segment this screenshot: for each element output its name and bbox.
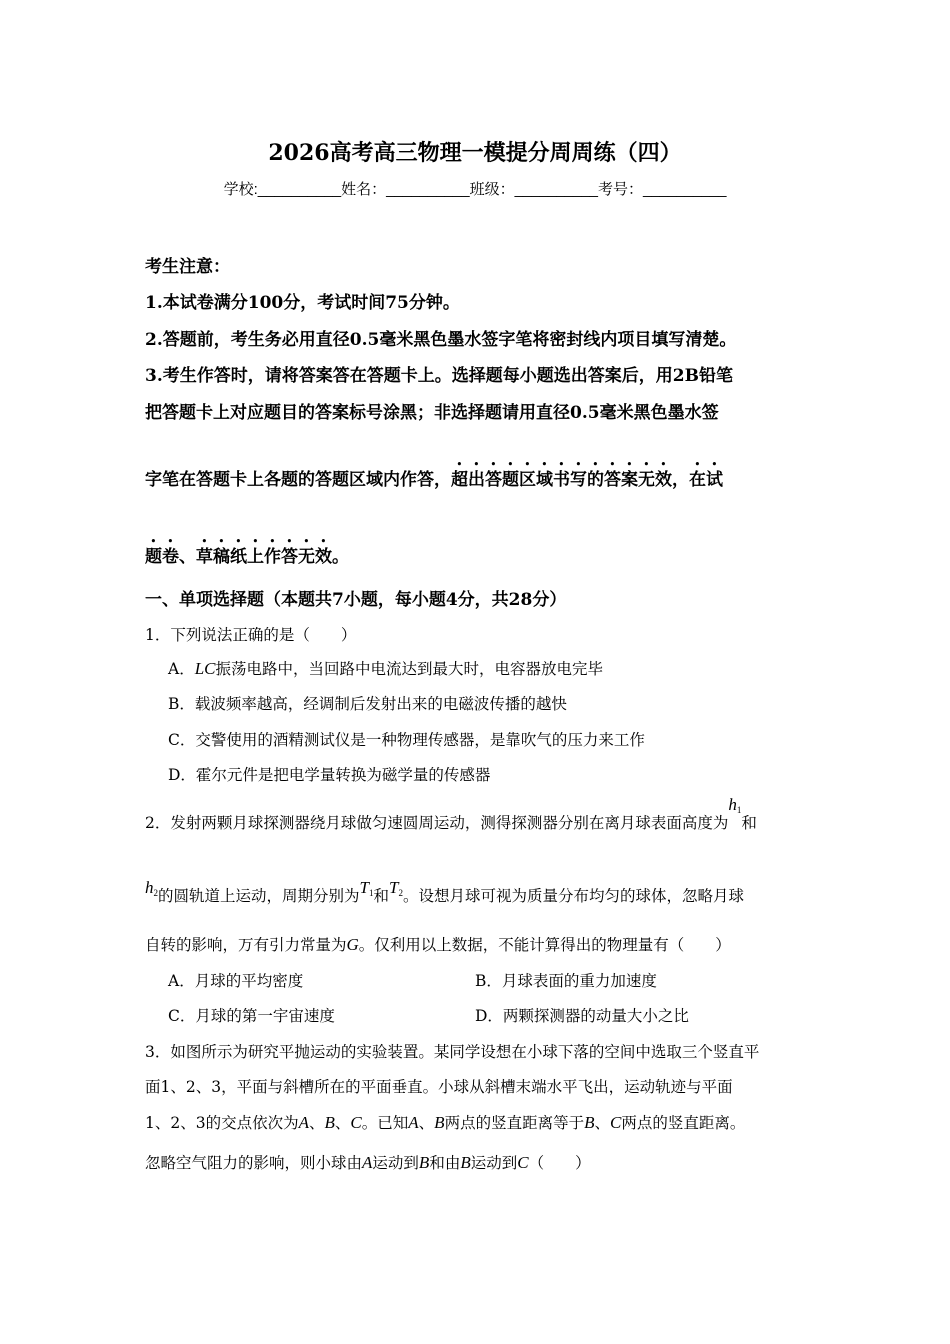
math-variable: B xyxy=(434,1113,445,1132)
question-text: 、 xyxy=(418,1114,435,1132)
math-variable: B xyxy=(460,1153,471,1172)
notice-item-3-line-4 xyxy=(145,537,349,567)
question-text: 、 xyxy=(308,1114,325,1132)
student-info-line: 学校:__________姓名：__________班级：__________考号：__________ xyxy=(223,181,727,198)
var-sub: 2 xyxy=(398,888,403,898)
question-1-option-d: D．霍尔元件是把电学量转换为磁学量的传感器 xyxy=(168,766,491,784)
math-variable: LC xyxy=(194,659,216,678)
option-text: 振荡电路中，当回路中电流达到最大时，电容器放电完毕 xyxy=(215,660,604,678)
math-variable: C xyxy=(517,1153,529,1172)
option-label: A． xyxy=(168,660,195,678)
section-heading: 一、单项选择题（本题共7小题，每小题4分，共28分） xyxy=(145,590,567,610)
question-2-line-3 xyxy=(145,933,731,955)
math-variable: A xyxy=(362,1153,373,1172)
var-sub: 2 xyxy=(153,888,158,898)
notice-text: 字笔在答题卡上各题的答题区域内作答， xyxy=(145,470,451,490)
emphasis-text: 在试 xyxy=(689,470,723,490)
question-2-option-d: D．两颗探测器的动量大小之比 xyxy=(475,1007,689,1025)
question-text: 、 xyxy=(594,1114,610,1132)
question-text: 两点的竖直距离。 xyxy=(621,1114,746,1132)
notice-item-2: 2.答题前，考生务必用直径0.5毫米黑色墨水签字笔将密封线内项目填写清楚。 xyxy=(145,330,737,350)
notice-text: 。 xyxy=(332,547,349,567)
question-3-line-4 xyxy=(145,1151,591,1173)
question-text: 1、2、3的交点依次为 xyxy=(145,1114,299,1132)
question-text: 、 xyxy=(334,1114,351,1132)
math-variable: B xyxy=(584,1113,595,1132)
emphasis-text: 题卷 xyxy=(145,547,179,567)
question-2-option-a: A．月球的平均密度 xyxy=(168,972,304,990)
math-variable-t2 xyxy=(389,878,403,897)
math-variable: C xyxy=(609,1113,622,1132)
question-text: （ ） xyxy=(528,1154,591,1172)
question-2-line-1 xyxy=(145,795,757,833)
question-text: 自转的影响，万有引力常量为 xyxy=(145,936,347,954)
var-sub: 1 xyxy=(368,888,374,898)
math-variable-g: G xyxy=(346,935,359,954)
math-variable-h2 xyxy=(145,878,158,897)
var-base: h xyxy=(145,878,154,897)
var-base: h xyxy=(728,795,737,814)
math-variable: B xyxy=(324,1113,335,1132)
question-text: 和 xyxy=(741,814,757,832)
notice-text: 、 xyxy=(179,547,196,567)
question-3-line-1: 3．如图所示为研究平抛运动的实验装置。某同学设想在小球下落的空间中选取三个竖直平 xyxy=(145,1043,760,1061)
math-variable: A xyxy=(298,1113,309,1132)
question-text: 。已知 xyxy=(361,1114,409,1132)
question-3-line-3 xyxy=(145,1111,745,1133)
math-variable: A xyxy=(408,1113,419,1132)
var-base: T xyxy=(359,878,369,897)
question-text: 两点的竖直距离等于 xyxy=(444,1114,585,1132)
question-text: 。仅利用以上数据，不能计算得出的物理量有（ ） xyxy=(358,936,731,954)
question-text: 2．发射两颗月球探测器绕月球做匀速圆周运动，测得探测器分别在离月球表面高度为 xyxy=(145,814,729,832)
notice-item-3-line-2: 把答题卡上对应题目的答案标号涂黑；非选择题请用直径0.5毫米黑色墨水签 xyxy=(145,403,719,423)
question-2-option-b: B．月球表面的重力加速度 xyxy=(475,972,657,990)
math-variable: B xyxy=(418,1153,430,1172)
question-text: 。设想月球可视为质量分布均匀的球体，忽略月球 xyxy=(402,887,744,905)
notice-heading: 考生注意： xyxy=(145,257,230,277)
exam-title: 2026高考高三物理一模提分周周练（四） xyxy=(268,140,682,166)
question-text: 运动到 xyxy=(470,1154,518,1172)
notice-item-3-line-1: 3.考生作答时，请将答案答在答题卡上。选择题每小题选出答案后，用2B铅笔 xyxy=(145,366,733,386)
question-text: 的圆轨道上运动，周期分别为 xyxy=(158,887,360,905)
question-1-stem: 1．下列说法正确的是（ ） xyxy=(145,626,357,644)
question-1-option-c: C．交警使用的酒精测试仪是一种物理传感器，是靠吹气的压力来工作 xyxy=(168,731,645,749)
question-text: 和 xyxy=(373,887,389,905)
question-1-option-a xyxy=(168,657,603,679)
var-base: T xyxy=(389,878,399,897)
question-text: 运动到 xyxy=(372,1154,419,1172)
var-sub: 1 xyxy=(736,805,742,815)
math-variable-t1 xyxy=(360,878,374,897)
math-variable-h1 xyxy=(728,795,741,814)
notice-item-1: 1.本试卷满分100分，考试时间75分钟。 xyxy=(145,293,460,313)
question-3-line-2: 面1、2、3，平面与斜槽所在的平面垂直。小球从斜槽末端水平飞出，运动轨迹与平面 xyxy=(145,1078,733,1096)
question-2-option-c: C．月球的第一宇宙速度 xyxy=(168,1007,335,1025)
emphasis-text: 草稿纸上作答无效 xyxy=(196,547,332,567)
question-text: 忽略空气阻力的影响，则小球由 xyxy=(145,1154,363,1172)
notice-item-3-line-3 xyxy=(145,460,723,490)
question-2-line-2 xyxy=(145,878,744,906)
notice-text: ， xyxy=(672,470,689,490)
emphasis-text: 超出答题区域书写的答案无效 xyxy=(451,470,672,490)
math-variable: C xyxy=(350,1113,362,1132)
question-text: 和由 xyxy=(429,1154,461,1172)
question-1-option-b: B．载波频率越高，经调制后发射出来的电磁波传播的越快 xyxy=(168,695,567,713)
